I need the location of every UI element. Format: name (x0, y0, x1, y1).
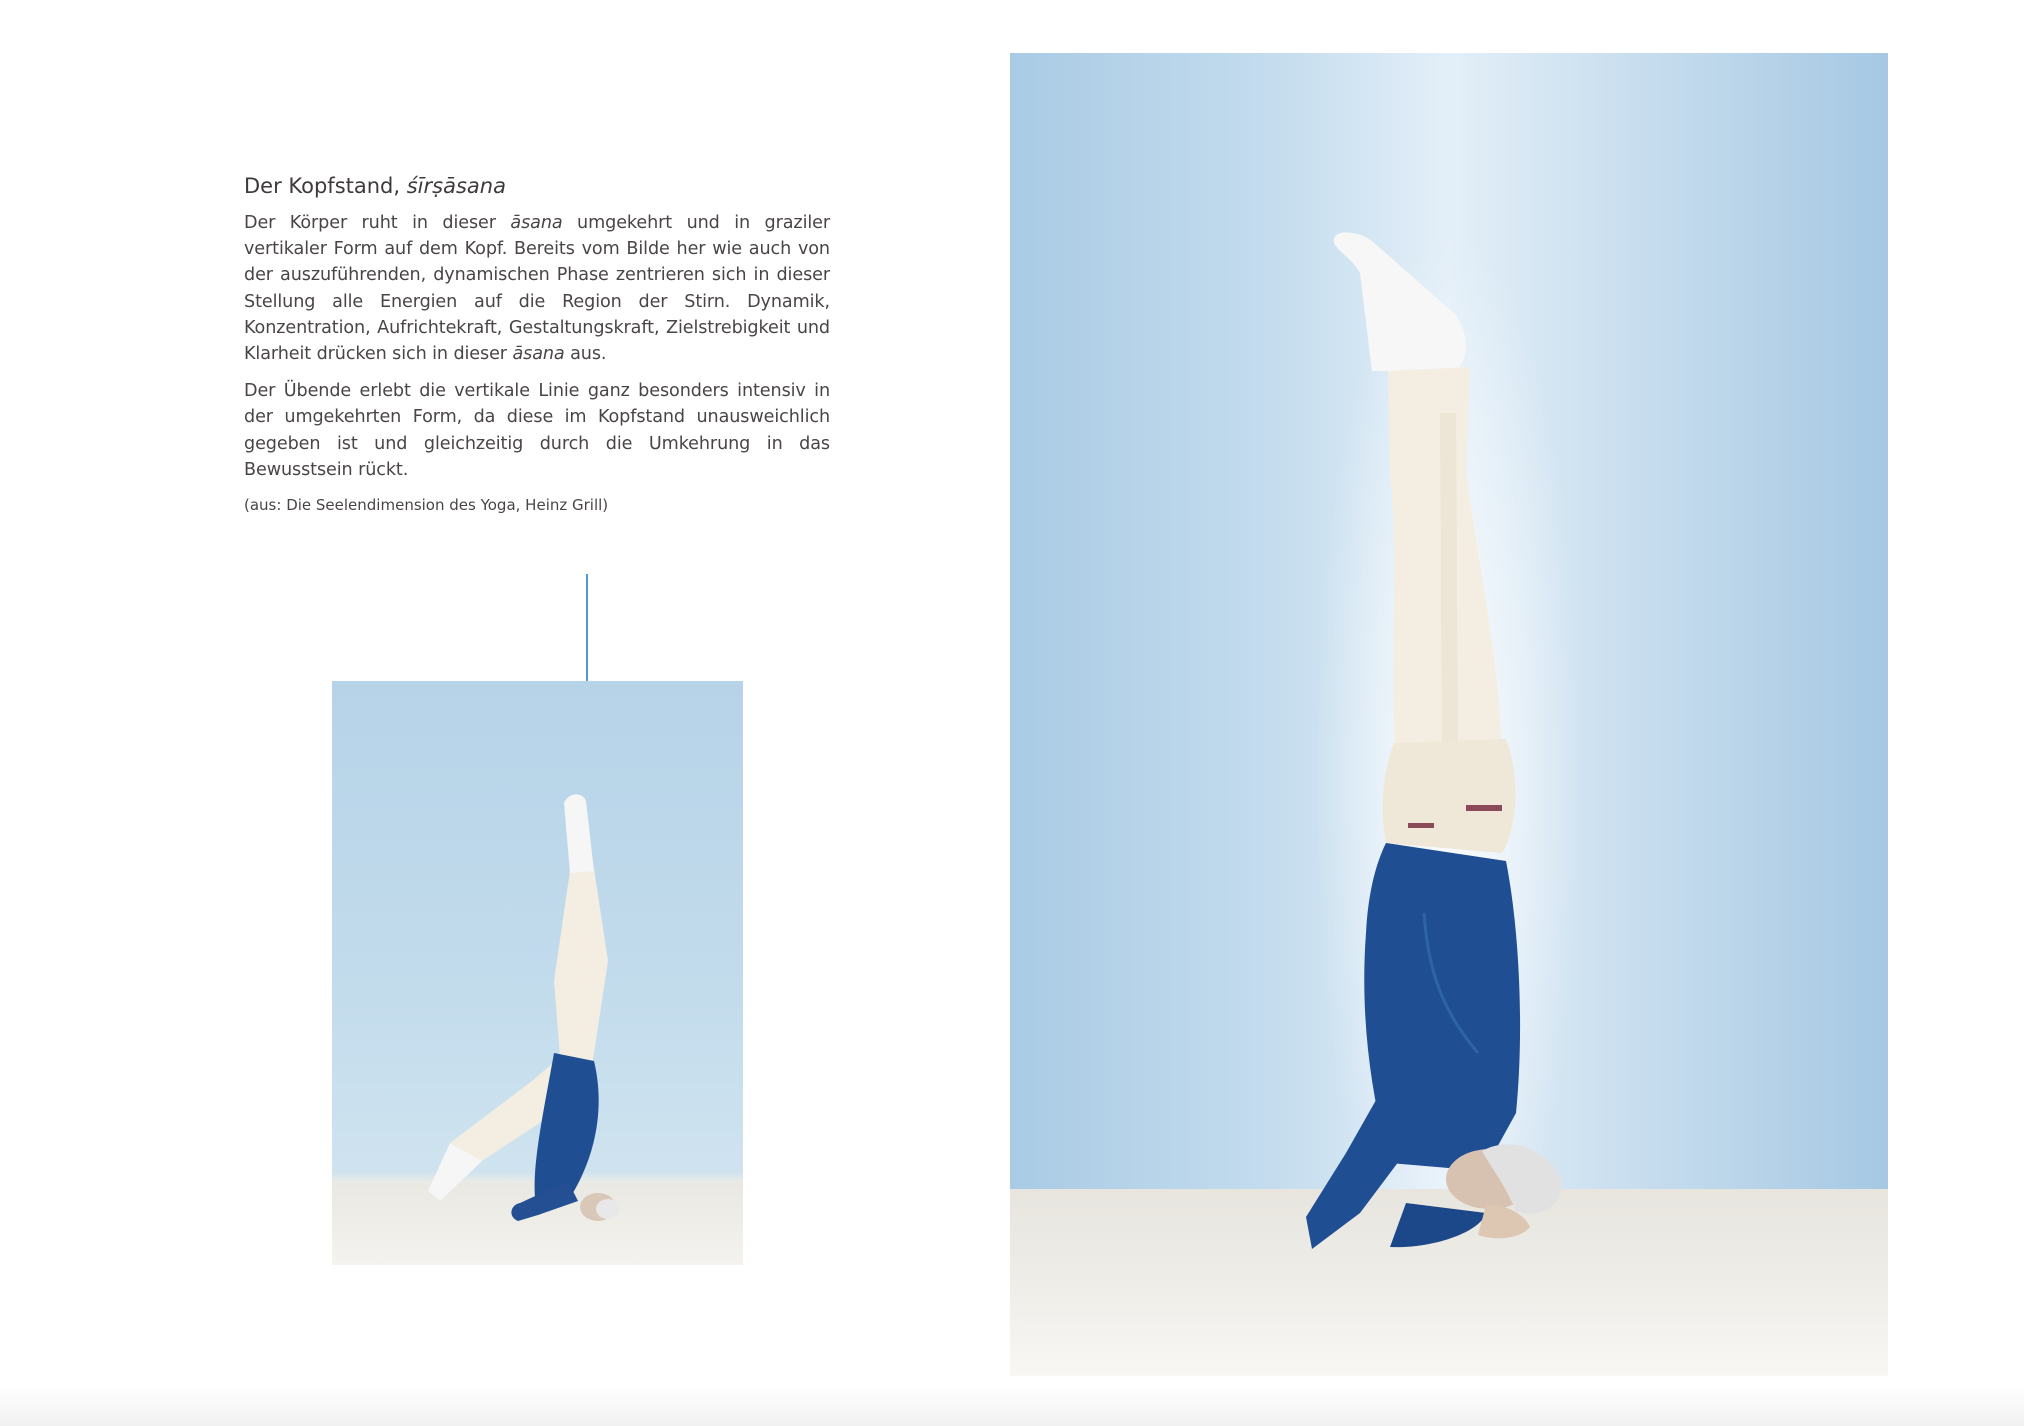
headstand-figure (1010, 53, 1888, 1376)
text-column (244, 172, 830, 516)
paragraph-1-italic-a: āsana (510, 213, 563, 233)
headstand-preparation-figure (332, 681, 743, 1265)
heading-sanskrit: śīrṣāsana (406, 174, 506, 198)
headstand-preparation-photo (332, 681, 743, 1265)
paragraph-2: Der Übende erlebt die vertikale Linie ganz besonders intensiv in der umgekehrten Form, da diese im Kopfstand unausweichlich gegeben ist und gleichzeitig durch die Umkehrung in das Bewusstsein rückt. (244, 381, 830, 480)
headstand-photo (1010, 53, 1888, 1376)
heading-title: Der Kopfstand, (244, 174, 407, 198)
page-bottom-shadow (0, 1386, 2024, 1426)
paragraph-1 (244, 210, 830, 367)
citation: (aus: Die Seelendimension des Yoga, Heinz Grill) (244, 496, 609, 515)
paragraph-1-italic-b: āsana (512, 344, 565, 365)
paragraph-1-text-a: Der Körper ruht in dieser (244, 213, 511, 233)
section-heading (244, 172, 830, 200)
paragraph-1-text-c: aus. (564, 344, 607, 365)
paragraph-1-text-b: umgekehrt und in graziler vertikaler Form auf dem Kopf. Bereits vom Bilde her wie auch von der auszuführenden, dynamischen Phase zentrieren sich in dieser Stellung alle Energien auf die Region der Stirn. Dynamik, Konzentration, Aufrichtekraft, Gestaltungskraft, Zielstrebigkeit und Klarheit drücken sich in dieser (244, 213, 831, 365)
